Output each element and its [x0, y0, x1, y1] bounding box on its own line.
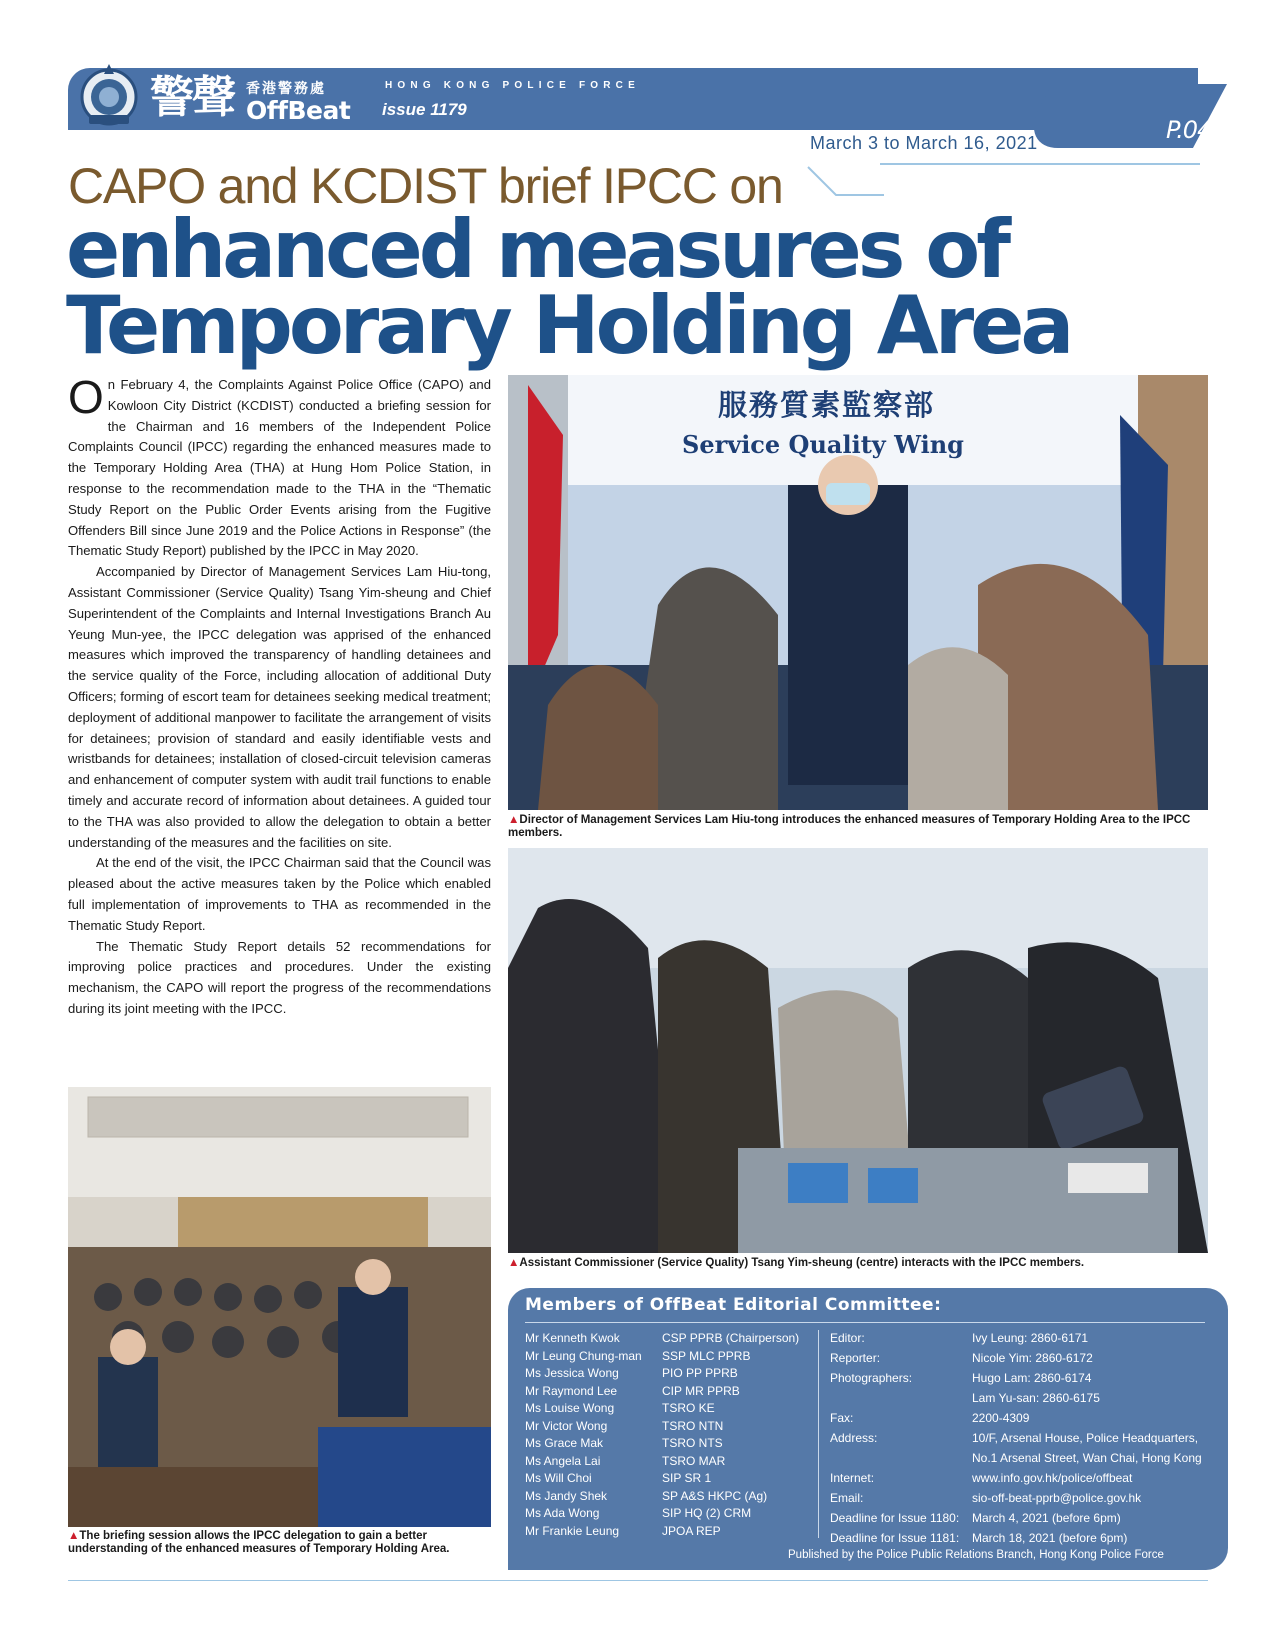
caption-marker-icon: ▲ — [508, 814, 520, 826]
article-paragraph-2: Accompanied by Director of Management Services Lam Hiu-tong, Assistant Commissioner (Service Quality) Tsang Yim-sheung and Chief Superintendent of the Complaints and Internal Investigations Branch Au Yeung Mun-yee, the IPCC delegation was apprised of the enhanced measures which improved the transparency of handling detainees and the service quality of the Force, including allocation of additional Duty Officers; forming of escort team for detainees seeking medical treatment; deployment of additional manpower to facilitate the arrangement of visits for detainees; provision of standard and easily identifiable vests and wristbands for detainees; installation of closed-circuit television cameras and enhancement of computer system with audit trail functions to enable timely and accurate record of information about detainees. A guided tour to the THA was also provided to allow the delegation to obtain a better understanding of the measures and the facilities on site. — [68, 564, 491, 850]
committee-member-post: TSRO KE — [662, 1401, 715, 1415]
issue-date-range: March 3 to March 16, 2021 — [810, 133, 1038, 153]
deadline-1181-label: Deadline for Issue 1181: — [830, 1531, 960, 1545]
photo-speaker-caption: ▲Director of Management Services Lam Hiu-tong introduces the enhanced measures of Temporary Holding Area to the IPCC members. — [508, 814, 1191, 839]
article-paragraph-4: The Thematic Study Report details 52 recommendations for improving police practices and procedures. Under the existing mechanism, the CAPO will report the progress of the recommendations during its joint meeting with the IPCC. — [68, 938, 491, 1016]
committee-member-post: CIP MR PPRB — [662, 1383, 740, 1398]
header-rule — [880, 163, 1200, 165]
committee-member-name: Mr Kenneth Kwok — [525, 1331, 620, 1345]
editorial-committee-title: Members of OffBeat Editorial Committee: — [525, 1295, 942, 1315]
panel-column-divider — [818, 1330, 819, 1538]
committee-member-post: SIP HQ (2) CRM — [662, 1506, 752, 1520]
panel-divider — [525, 1322, 1205, 1323]
editor-label: Editor: — [830, 1331, 865, 1345]
deadline-1180-label: Deadline for Issue 1180: — [830, 1511, 960, 1525]
page-number: P.04 — [1166, 116, 1212, 144]
reporter-label: Reporter: — [830, 1351, 881, 1365]
masthead-chinese-subtitle: 香港警務處 — [246, 81, 326, 97]
email-label: Email: — [830, 1491, 864, 1505]
masthead-english-title: OffBeat — [246, 96, 351, 125]
publisher-credit: Published by the Police Public Relations Branch, Hong Kong Police Force — [788, 1549, 1164, 1561]
reporter-value: Nicole Yim: 2860-6172 — [972, 1351, 1093, 1365]
committee-member-name: Ms Jessica Wong — [525, 1366, 619, 1380]
headline-main-line-1: enhanced measures of — [66, 203, 1008, 296]
article-body — [68, 371, 491, 1020]
editor-value: Ivy Leung: 2860-6171 — [972, 1331, 1089, 1345]
address-line-1: 10/F, Arsenal House, Police Headquarters, — [972, 1431, 1199, 1445]
headline-swoosh — [806, 165, 886, 205]
committee-member-name: Mr Raymond Lee — [525, 1383, 618, 1398]
committee-member-post: TSRO NTS — [662, 1436, 723, 1450]
issue-number: issue 1179 — [382, 100, 467, 119]
force-name: HONG KONG POLICE FORCE — [385, 80, 640, 91]
committee-member-post: SIP SR 1 — [662, 1471, 712, 1485]
committee-member-name: Ms Will Choi — [525, 1471, 592, 1485]
committee-member-name: Mr Victor Wong — [525, 1418, 608, 1433]
committee-member-name: Ms Grace Mak — [525, 1436, 604, 1450]
police-crest-icon — [76, 62, 142, 128]
caption-marker-icon: ▲ — [508, 1257, 520, 1269]
header-banner — [68, 68, 1198, 130]
committee-member-post: SSP MLC PPRB — [662, 1348, 751, 1363]
committee-member-post: SP A&S HKPC (Ag) — [662, 1488, 768, 1503]
email-link[interactable]: sio-off-beat-pprb@police.gov.hk — [972, 1491, 1142, 1505]
photo-model-caption: ▲Assistant Commissioner (Service Quality) Tsang Yim-sheung (centre) interacts with the IPCC members. — [508, 1257, 1085, 1269]
photographer-2-value: Lam Yu-san: 2860-6175 — [972, 1391, 1100, 1405]
photo-backdrop-english: Service Quality Wing — [682, 430, 964, 459]
committee-member-post: PIO PP PPRB — [662, 1366, 738, 1380]
committee-member-name: Ms Angela Lai — [525, 1453, 601, 1468]
photo-briefing-room — [68, 1087, 491, 1527]
committee-member-name: Ms Ada Wong — [525, 1506, 600, 1520]
internet-link[interactable]: www.info.gov.hk/police/offbeat — [972, 1471, 1133, 1485]
headline-kicker: CAPO and KCDIST brief IPCC on — [68, 158, 783, 214]
article-paragraph-1: n February 4, the Complaints Against Police Office (CAPO) and Kowloon City District (KCDIST) conducted a briefing session for the Chairman and 16 members of the Independent Police Complaints Council (IPCC) regarding the enhanced measures made to the Temporary Holding Area (THA) at Hung Hom Police Station, in response to the recommendation made to the THA in the “Thematic Study Report on the Public Order Events arising from the Fugitive Offenders Bill since June 2019 and the Police Actions in Response” (the Thematic Study Report) published by the IPCC in May 2020. — [68, 377, 491, 559]
photo-briefing-caption: ▲The briefing session allows the IPCC delegation to gain a better understanding of the enhanced measures of Temporary Holding Area. — [68, 1530, 450, 1555]
photo-backdrop-chinese: 服務質素監察部 — [718, 388, 936, 422]
fax-value: 2200-4309 — [972, 1411, 1030, 1425]
photo-speaker — [508, 375, 1208, 810]
photographer-1-value: Hugo Lam: 2860-6174 — [972, 1371, 1092, 1385]
address-label: Address: — [830, 1431, 878, 1445]
drop-cap: O — [68, 371, 104, 423]
committee-member-name: Mr Leung Chung-man — [525, 1348, 642, 1363]
caption-marker-icon: ▲ — [68, 1530, 80, 1542]
headline-main-line-2: Temporary Holding Area — [66, 279, 1071, 372]
committee-member-post: TSRO NTN — [662, 1418, 724, 1433]
internet-label: Internet: — [830, 1471, 875, 1485]
deadline-1180-value: March 4, 2021 (before 6pm) — [972, 1511, 1121, 1525]
committee-member-post: JPOA REP — [662, 1523, 721, 1538]
photo-model-interaction — [508, 848, 1208, 1253]
committee-member-name: Ms Louise Wong — [525, 1401, 615, 1415]
bottom-rule — [68, 1580, 1208, 1581]
deadline-1181-value: March 18, 2021 (before 6pm) — [972, 1531, 1128, 1545]
committee-member-name: Ms Jandy Shek — [525, 1488, 608, 1503]
committee-member-name: Mr Frankie Leung — [525, 1523, 620, 1538]
committee-member-post: TSRO MAR — [662, 1453, 726, 1468]
article-paragraph-3: At the end of the visit, the IPCC Chairman said that the Council was pleased about the active measures taken by the Police which enabled full implementation of improvements to THA as recommended in the Thematic Study Report. — [68, 855, 491, 933]
committee-member-post: CSP PPRB (Chairperson) — [662, 1331, 800, 1345]
photographers-label: Photographers: — [830, 1371, 913, 1385]
fax-label: Fax: — [830, 1411, 854, 1425]
masthead-chinese-title: 警聲 — [150, 72, 234, 123]
address-line-2: No.1 Arsenal Street, Wan Chai, Hong Kong — [972, 1451, 1202, 1465]
